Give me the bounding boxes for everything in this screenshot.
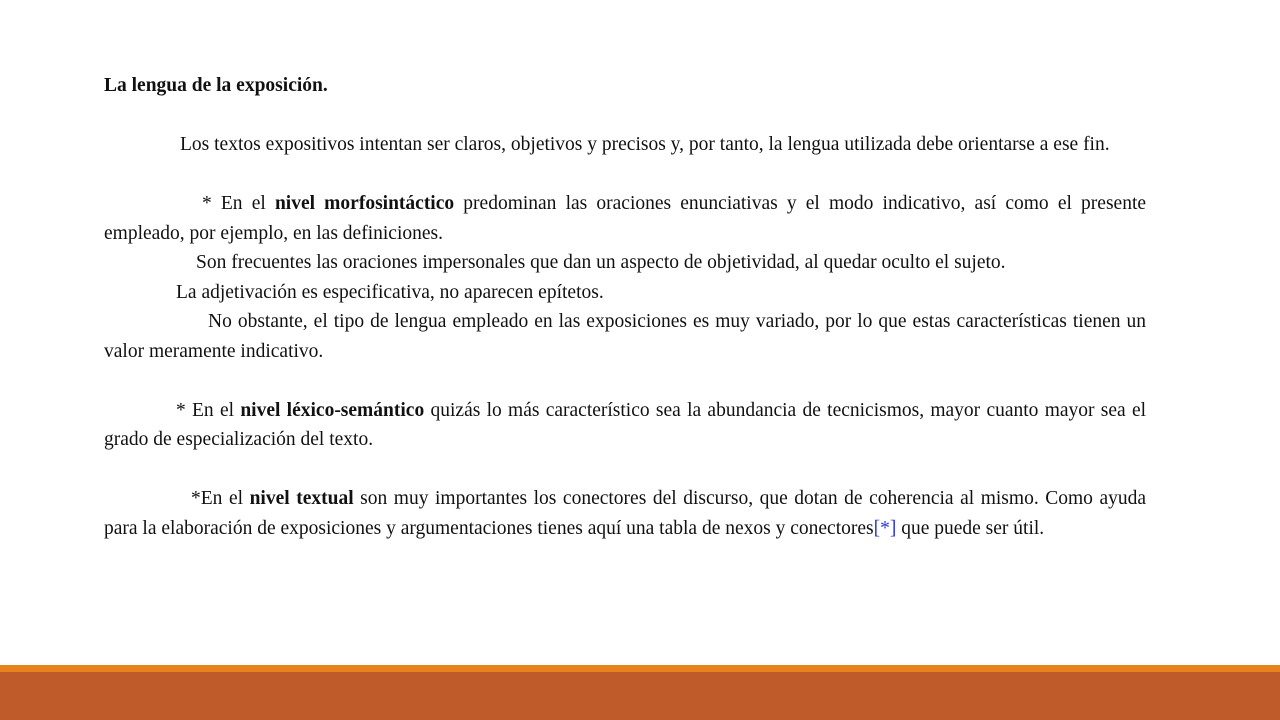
paragraph-keyword: nivel morfosintáctico <box>274 193 455 214</box>
spacer <box>104 455 1146 485</box>
paragraph-text: quizás lo más característico sea la abundancia de tecnicismos, mayor cuanto mayor sea el grado de especialización del texto. <box>104 399 1147 450</box>
paragraph-text: son muy importantes los conectores del discurso, que dotan de coherencia al mismo. Como ayuda para la elaboración de exposiciones y argumentaciones tienes aquí una tabla de nexos y conectores <box>104 488 1147 539</box>
spacer <box>104 101 1146 131</box>
paragraph-morfosintactico <box>104 189 1146 248</box>
footer-accent-line <box>0 665 1280 672</box>
paragraph-keyword: nivel textual <box>249 488 354 509</box>
slide-title: La lengua de la exposición. <box>104 75 328 96</box>
paragraph-no-obstante: No obstante, el tipo de lengua empleado en las exposiciones es muy variado, por lo que estas características tienen un valor meramente indicativo. <box>104 311 1146 362</box>
paragraph-lexico-semantico <box>104 396 1146 455</box>
paragraph-adjetivacion: La adjetivación es especificativa, no aparecen epítetos. <box>176 281 604 303</box>
paragraph-lead: * En el <box>202 193 266 214</box>
paragraph-intro: Los textos expositivos intentan ser claros, objetivos y precisos y, por tanto, la lengua utilizada debe orientarse a ese fin. <box>180 134 1110 155</box>
paragraph-lead: * En el <box>176 399 235 421</box>
paragraph-impersonales: Son frecuentes las oraciones impersonales que dan un aspecto de objetividad, al quedar oculto el sujeto. <box>196 252 1006 273</box>
conectores-link[interactable]: [*] <box>873 517 897 539</box>
paragraph-tail: que puede ser útil. <box>901 517 1045 539</box>
slide-content <box>104 71 1146 543</box>
spacer <box>104 366 1146 396</box>
paragraph-lead: *En el <box>191 488 244 509</box>
footer-band <box>0 672 1280 720</box>
paragraph-textual <box>104 484 1146 543</box>
paragraph-text: predominan las oraciones enunciativas y el modo indicativo, así como el presente empleado, por ejemplo, en las definiciones. <box>104 193 1147 244</box>
paragraph-keyword: nivel léxico-semántico <box>240 399 425 421</box>
spacer <box>104 160 1146 190</box>
